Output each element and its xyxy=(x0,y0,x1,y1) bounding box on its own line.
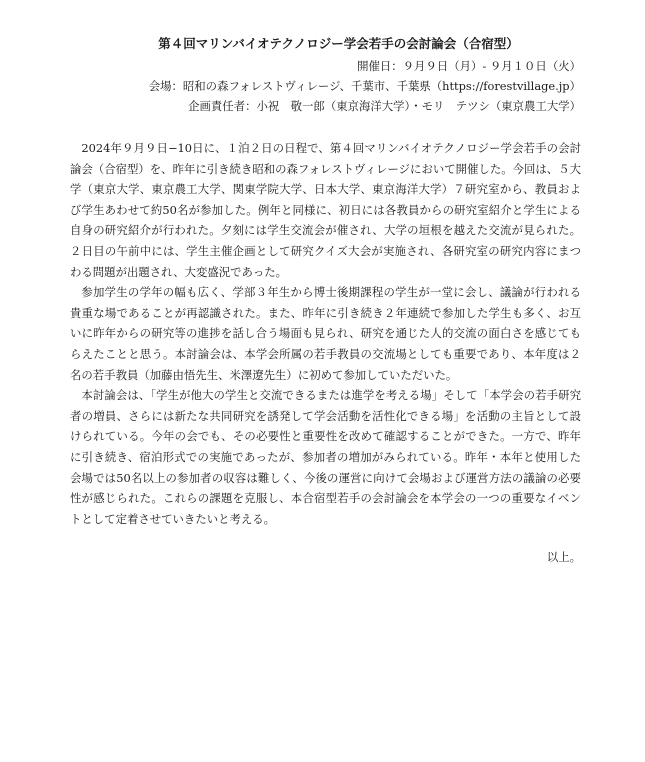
report-body xyxy=(70,138,587,529)
closing-remark: 以上。 xyxy=(546,550,581,565)
event-organizers: 企画責任者：小祝 敬一郎（東京海洋大学）・モリ テツシ（東京農工大学） xyxy=(188,99,581,113)
paragraph-2: 参加学生の学年の幅も広く、学部３年生から博士後期課程の学生が一堂に会し、議論が行われる貴重な場であることが再認識された。また、昨年に引き続き２年連続で参加した学生も多く、お互いに昨年からの研究等の進捗を話し合う場面も見られ、研究を通じた人的交流の面白さを感じてもらえたことと思う。本討論会は、本学会所属の若手教員の交流場としても重要であり、本年度は２名の若手教員（加藤由悟先生、米澤遼先生）に初めて参加していただいた。 xyxy=(70,285,581,382)
paragraph-1: 2024年９月９日−10日に、１泊２日の日程で、第４回マリンバイオテクノロジー学会若手の会討論会（合宿型）を、昨年に引き続き昭和の森フォレストヴィレージにおいて開催した。今回は、５大学（東京大学、東京農工大学、関東学院大学、日本大学、東京海洋大学）７研究室から、教員および学生あわせて約50名が参加した。例年と同様に、初日には各教員からの研究室紹介と学生による自身の研究紹介が行われた。夕刻には学生交流会が催され、大学の垣根を越えた交流が見られた。２日目の午前中には、学生主催企画として研究クイズ大会が実施され、各研究室の研究内容にまつわる問題が出題され、大変盛況であった。 xyxy=(70,141,581,279)
event-dates: 開催日：９月９日（月）- ９月１０日（火） xyxy=(357,59,581,73)
event-venue: 会場：昭和の森フォレストヴィレージ、千葉市、千葉県（https://forestvillage.jp） xyxy=(148,79,581,93)
document-title: 第４回マリンバイオテクノロジー学会若手の会討論会（合宿型） xyxy=(158,36,519,51)
paragraph-3: 本討論会は、「学生が他大の学生と交流できるまたは進学を考える場」そして「本学会の若手研究者の増員、さらには新たな共同研究を誘発して学会活動を活性化できる場」を活動の主旨として設けられている。今年の会でも、その必要性と重要性を改めて確認することができた。一方で、昨年に引き続き、宿泊形式での実施であったが、参加者の増加がみられている。昨年・本年と使用した会場では50名以上の参加者の収容は難しく、今後の運営に向けて会場および運営方法の議論の必要性が感じられた。これらの課題を克服し、本合宿型若手の会討論会を本学会の一つの重要なイベントとして定着させていきたいと考える。 xyxy=(70,388,581,526)
